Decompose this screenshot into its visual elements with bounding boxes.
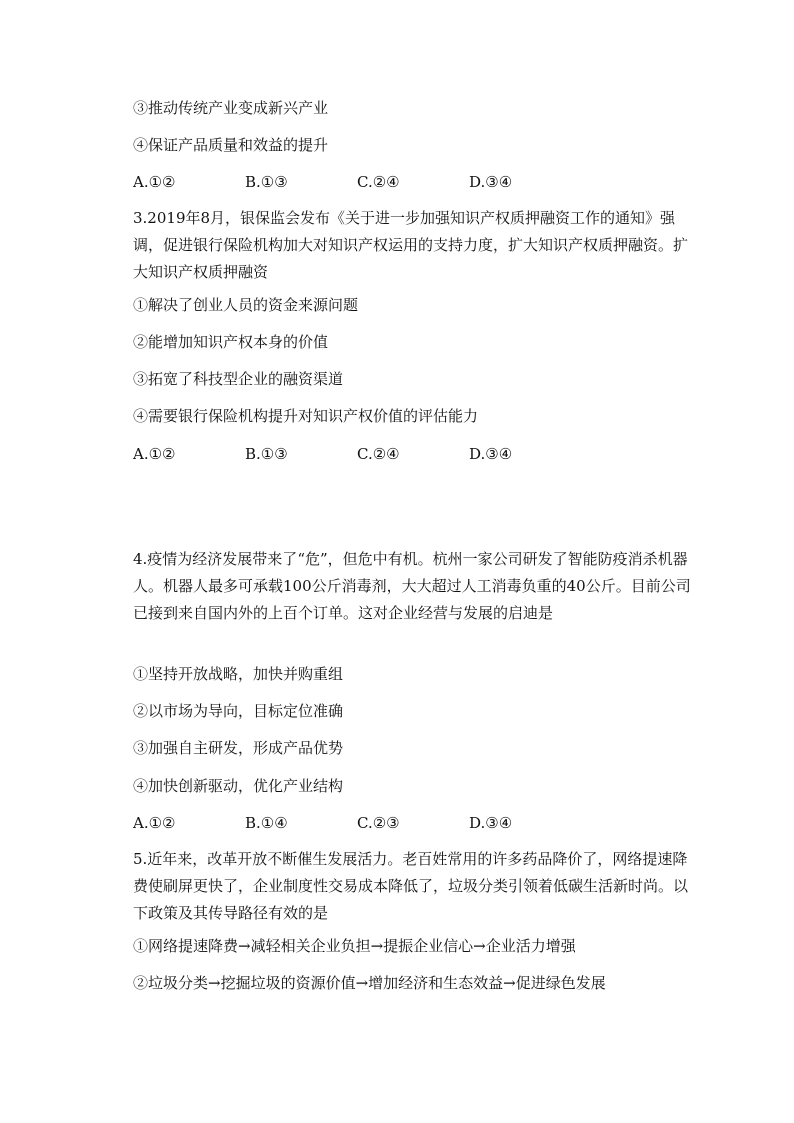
q3-stem: 3.2019年8月，银保监会发布《关于进一步加强知识产权质押融资工作的通知》强调，促进银行保险机构加大对知识产权运用的支持力度，扩大知识产权质押融资。扩大知识产权质押融资 [133,209,689,281]
q3-option-1: ①解决了创业人员的资金来源问题 [133,296,359,314]
q5-option-2: ②垃圾分类→挖掘垃圾的资源价值→增加经济和生态效益→促进绿色发展 [133,974,606,992]
q4-option-4: ④加快创新驱动，优化产业结构 [133,777,344,795]
q3-choice-b: B.①③ [245,445,288,463]
q4-choice-b: B.①④ [245,814,288,832]
q2-choice-c: C.②④ [357,173,400,191]
q4-option-2: ②以市场为导向，目标定位准确 [133,702,344,720]
q2-choice-b: B.①③ [245,173,288,191]
q3-option-2: ②能增加知识产权本身的价值 [133,333,329,351]
q4-choices [133,813,693,833]
q4-option-1: ①坚持开放战略，加快并购重组 [133,665,344,683]
q4-option-3: ③加强自主研发，形成产品优势 [133,739,344,757]
q3-choice-d: D.③④ [469,445,513,463]
q2-choice-d: D.③④ [469,173,513,191]
q3-option-4: ④需要银行保险机构提升对知识产权价值的评估能力 [133,407,479,425]
q3-choices [133,444,693,464]
q4-choice-a: A.①② [133,814,176,832]
q4-choice-c: C.②③ [357,814,400,832]
q3-choice-a: A.①② [133,445,176,463]
q2-option-3: ③推动传统产业变成新兴产业 [133,99,329,117]
q4-stem: 4.疫情为经济发展带来了“危”，但危中有机。杭州一家公司研发了智能防疫消杀机器人。机器人最多可承载100公斤消毒剂，大大超过人工消毒负重的40公斤。目前公司已接到来自国内外的上百个订单。这对企业经营与发展的启迪是 [133,550,691,622]
q4-choice-d: D.③④ [469,814,513,832]
q5-option-1: ①网络提速降费→减轻相关企业负担→提振企业信心→企业活力增强 [133,937,576,955]
q5-stem: 5.近年来，改革开放不断催生发展活力。老百姓常用的许多药品降价了，网络提速降费使刷屏更快了，企业制度性交易成本降低了，垃圾分类引领着低碳生活新时尚。以下政策及其传导路径有效的是 [133,850,689,922]
q2-choices [133,172,693,192]
q2-choice-a: A.①② [133,173,176,191]
q3-option-3: ③拓宽了科技型企业的融资渠道 [133,370,344,388]
q3-choice-c: C.②④ [357,445,400,463]
q2-option-4: ④保证产品质量和效益的提升 [133,136,329,154]
